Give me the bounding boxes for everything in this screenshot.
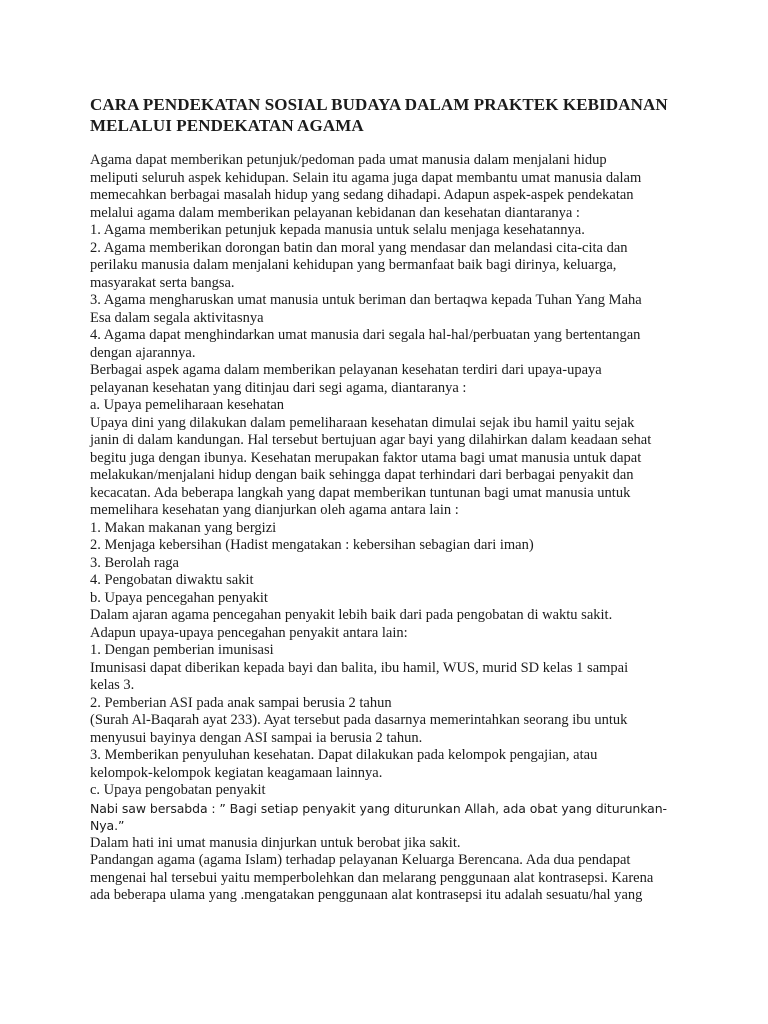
text-line: Imunisasi dapat diberikan kepada bayi dan balita, ibu hamil, WUS, murid SD kelas 1 sampai [90, 659, 629, 676]
text-line: Dalam hati ini umat manusia dinjurkan untuk berobat jika sakit. [90, 834, 461, 851]
title-line: CARA PENDEKATAN SOSIAL BUDAYA DALAM PRAKTEK KEBIDANAN [90, 95, 668, 114]
text-line: (Surah Al-Baqarah ayat 233). Ayat tersebut pada dasarnya memerintahkan seorang ibu untuk [90, 712, 628, 728]
text-line: mengenai hal tersebui yaitu memperbolehkan dan melarang penggunaan alat kontrasepsi. Karena [90, 869, 654, 886]
document-title [90, 94, 690, 136]
text-line: c. Upaya pengobatan penyakit [90, 782, 266, 798]
text-line: ada beberapa ulama yang .mengatakan penggunaan alat kontrasepsi itu adalah sesuatu/hal yang [90, 887, 643, 903]
text-line: perilaku manusia dalam menjalani kehidupan yang bermanfaat baik bagi dirinya, keluarga, [90, 257, 617, 273]
text-line: begitu juga dengan ibunya. Kesehatan merupakan faktor utama bagi umat manusia untuk dapat [90, 449, 642, 466]
text-line: Agama dapat memberikan petunjuk/pedoman pada umat manusia dalam menjalani hidup [90, 152, 607, 168]
title-line: MELALUI PENDEKATAN AGAMA [90, 116, 364, 135]
text-line: kelas 3. [90, 677, 135, 693]
text-line: 4. Pengobatan diwaktu sakit [90, 572, 254, 588]
text-line: kelompok-kelompok kegiatan keagamaan lainnya. [90, 764, 383, 781]
text-line: menyusui bayinya dengan ASI sampai ia berusia 2 tahun. [90, 729, 423, 746]
text-line: 1. Agama memberikan petunjuk kepada manusia untuk selalu menjaga kesehatannya. [90, 222, 585, 238]
text-line: Upaya dini yang dilakukan dalam pemeliharaan kesehatan dimulai sejak ibu hamil yaitu sejak [90, 414, 635, 431]
text-line: 1. Makan makanan yang bergizi [90, 519, 277, 536]
text-line: a. Upaya pemeliharaan kesehatan [90, 397, 285, 413]
text-line: dengan ajarannya. [90, 344, 196, 361]
text-line: kecacatan. Ada beberapa langkah yang dapat memberikan tuntunan bagi umat manusia untuk [90, 484, 631, 501]
text-line: Pandangan agama (agama Islam) terhadap pelayanan Keluarga Berencana. Ada dua pendapat [90, 852, 631, 868]
text-line: pelayanan kesehatan yang ditinjau dari segi agama, diantaranya : [90, 379, 467, 396]
text-line: 3. Memberikan penyuluhan kesehatan. Dapat dilakukan pada kelompok pengajian, atau [90, 747, 598, 763]
text-line: melakukan/menjalani hidup dengan baik sehingga dapat terhindari dari berbagai penyakit dan [90, 467, 634, 483]
text-line: Dalam ajaran agama pencegahan penyakit lebih baik dari pada pengobatan di waktu sakit. [90, 607, 613, 623]
hadith-quote-line: Nya.” [90, 818, 125, 833]
document-text [90, 152, 690, 905]
text-line: Adapun upaya-upaya pencegahan penyakit antara lain: [90, 624, 408, 641]
text-line: janin di dalam kandungan. Hal tersebut bertujuan agar bayi yang dilahirkan dalam keadaan sehat [90, 432, 652, 448]
hadith-quote-line: Nabi saw bersabda : ” Bagi setiap penyakit yang diturunkan Allah, ada obat yang diturunkan- [90, 800, 667, 816]
text-line: 2. Menjaga kebersihan (Hadist mengatakan : kebersihan sebagian dari iman) [90, 537, 534, 553]
text-line: 3. Agama mengharuskan umat manusia untuk beriman dan bertaqwa kepada Tuhan Yang Maha [90, 292, 642, 308]
text-line: melalui agama dalam memberikan pelayanan kebidanan dan kesehatan diantaranya : [90, 204, 580, 221]
text-line: b. Upaya pencegahan penyakit [90, 589, 268, 606]
text-line: meliputi seluruh aspek kehidupan. Selain itu agama juga dapat membantu umat manusia dalam [90, 169, 642, 186]
text-line: 4. Agama dapat menghindarkan umat manusia dari segala hal-hal/perbuatan yang bertentangan [90, 327, 641, 343]
text-line: masyarakat serta bangsa. [90, 274, 235, 291]
text-line: Esa dalam segala aktivitasnya [90, 309, 264, 326]
text-line: 2. Agama memberikan dorongan batin dan moral yang mendasar dan melandasi cita-cita dan [90, 239, 628, 256]
text-line: memecahkan berbagai masalah hidup yang sedang dihadapi. Adapun aspek-aspek pendekatan [90, 187, 634, 203]
text-line: 1. Dengan pemberian imunisasi [90, 642, 274, 658]
text-line: 2. Pemberian ASI pada anak sampai berusia 2 tahun [90, 694, 392, 711]
text-line: Berbagai aspek agama dalam memberikan pelayanan kesehatan terdiri dari upaya-upaya [90, 362, 602, 378]
document-body [90, 94, 690, 905]
text-line: memelihara kesehatan yang dianjurkan oleh agama antara lain : [90, 502, 459, 518]
text-line: 3. Berolah raga [90, 554, 179, 571]
